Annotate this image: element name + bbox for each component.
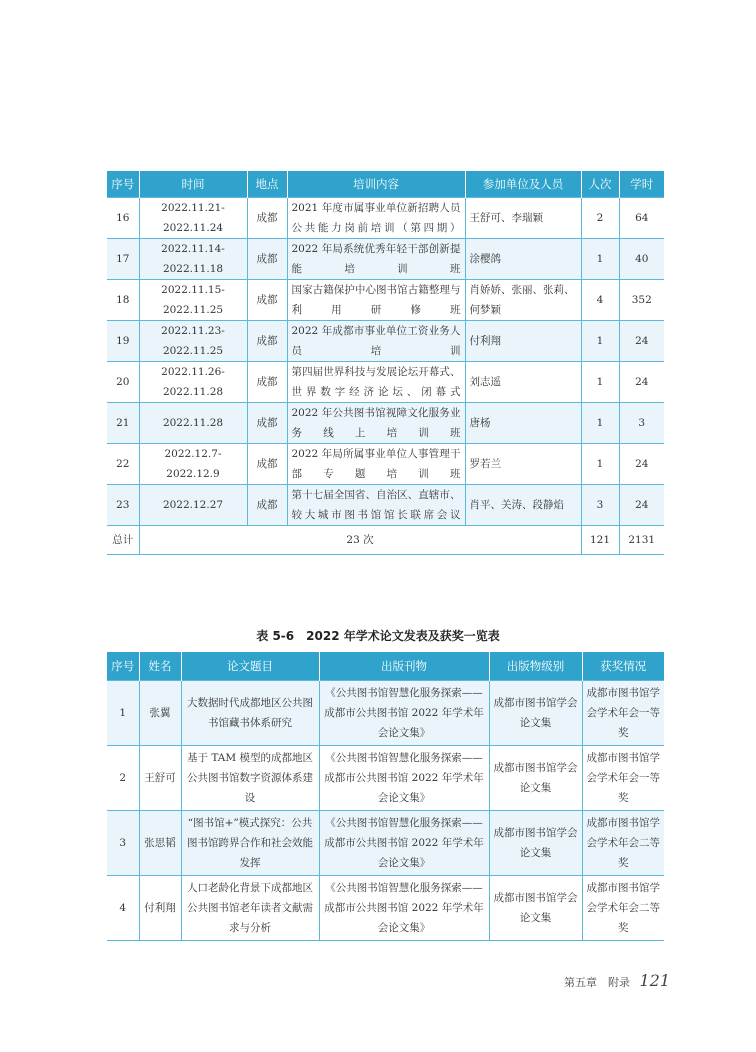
- header-cell: 论文题目: [181, 652, 319, 681]
- table-row: [107, 280, 664, 321]
- row-content: 2022 年局所属事业单位人事管理干部专题培训班: [287, 444, 465, 485]
- row-number: 23: [107, 485, 139, 526]
- row-level: 成都市图书馆学会论文集: [489, 876, 582, 941]
- row-count: 1: [581, 403, 619, 444]
- row-place: 成都: [247, 485, 287, 526]
- row-count: 1: [581, 444, 619, 485]
- table-row: [107, 403, 664, 444]
- row-time: 2022.11.14-2022.11.18: [139, 239, 247, 280]
- row-award: 成都市图书馆学会学术年会二等奖: [582, 811, 664, 876]
- total-hours: 2131: [619, 526, 664, 555]
- table-row: [107, 321, 664, 362]
- row-place: 成都: [247, 280, 287, 321]
- row-count: 1: [581, 239, 619, 280]
- header-cell: 序号: [107, 652, 139, 681]
- row-time: 2022.11.28: [139, 403, 247, 444]
- training-table-header: [107, 171, 664, 198]
- row-place: 成都: [247, 198, 287, 239]
- row-count: 4: [581, 280, 619, 321]
- row-hours: 24: [619, 485, 664, 526]
- row-place: 成都: [247, 239, 287, 280]
- row-count: 2: [581, 198, 619, 239]
- row-award: 成都市图书馆学会学术年会二等奖: [582, 876, 664, 941]
- row-publication: 《公共图书馆智慧化服务探索——成都市公共图书馆 2022 年学术年会论文集》: [319, 746, 489, 811]
- row-time: 2022.12.27: [139, 485, 247, 526]
- page-footer: [564, 971, 670, 990]
- row-number: 22: [107, 444, 139, 485]
- row-people: 罗若兰: [465, 444, 581, 485]
- header-cell: 地点: [247, 171, 287, 198]
- row-title: 基于 TAM 模型的成都地区公共图书馆数字资源体系建设: [181, 746, 319, 811]
- row-level: 成都市图书馆学会论文集: [489, 746, 582, 811]
- row-number: 1: [107, 681, 139, 746]
- row-content: 2022 年公共图书馆视障文化服务业务线上培训班: [287, 403, 465, 444]
- table-row: [107, 681, 664, 746]
- header-cell: 出版刊物: [319, 652, 489, 681]
- row-author: 张翼: [139, 681, 181, 746]
- row-title: “图书馆+”模式探究：公共图书馆跨界合作和社会效能发挥: [181, 811, 319, 876]
- row-hours: 3: [619, 403, 664, 444]
- row-publication: 《公共图书馆智慧化服务探索——成都市公共图书馆 2022 年学术年会论文集》: [319, 876, 489, 941]
- training-table: [107, 171, 664, 555]
- row-place: 成都: [247, 403, 287, 444]
- table-row: [107, 811, 664, 876]
- table-caption: 表 5-6 2022 年学术论文发表及获奖一览表: [256, 629, 500, 643]
- page-number: 121: [639, 971, 670, 990]
- table-row: [107, 198, 664, 239]
- table-row: [107, 746, 664, 811]
- row-hours: 40: [619, 239, 664, 280]
- row-count: 1: [581, 362, 619, 403]
- row-content: 2022 年成都市事业单位工资业务人员培训: [287, 321, 465, 362]
- header-cell: 获奖情况: [582, 652, 664, 681]
- row-time: 2022.11.21-2022.11.24: [139, 198, 247, 239]
- row-hours: 352: [619, 280, 664, 321]
- row-people: 唐杨: [465, 403, 581, 444]
- row-title: 大数据时代成都地区公共图书馆藏书体系研究: [181, 681, 319, 746]
- row-number: 18: [107, 280, 139, 321]
- row-place: 成都: [247, 321, 287, 362]
- row-number: 20: [107, 362, 139, 403]
- total-label: 总计: [107, 526, 139, 555]
- row-number: 16: [107, 198, 139, 239]
- header-cell: 时间: [139, 171, 247, 198]
- row-publication: 《公共图书馆智慧化服务探索——成都市公共图书馆 2022 年学术年会论文集》: [319, 811, 489, 876]
- table-row: [107, 485, 664, 526]
- row-people: 肖平、关涛、段静焰: [465, 485, 581, 526]
- row-award: 成都市图书馆学会学术年会一等奖: [582, 681, 664, 746]
- table-row: [107, 444, 664, 485]
- table-row: [107, 876, 664, 941]
- total-sessions: 23 次: [139, 526, 581, 555]
- row-time: 2022.11.15-2022.11.25: [139, 280, 247, 321]
- chapter-label: 第五章 附录: [563, 976, 630, 989]
- row-award: 成都市图书馆学会学术年会一等奖: [582, 746, 664, 811]
- row-hours: 24: [619, 321, 664, 362]
- row-number: 2: [107, 746, 139, 811]
- row-count: 3: [581, 485, 619, 526]
- row-hours: 64: [619, 198, 664, 239]
- header-cell: 学时: [619, 171, 664, 198]
- row-content: 2021 年度市属事业单位新招聘人员公共能力岗前培训（第四期）: [287, 198, 465, 239]
- row-number: 21: [107, 403, 139, 444]
- header-cell: 人次: [581, 171, 619, 198]
- row-time: 2022.11.23-2022.11.25: [139, 321, 247, 362]
- header-cell: 姓名: [139, 652, 181, 681]
- row-number: 3: [107, 811, 139, 876]
- row-time: 2022.11.26-2022.11.28: [139, 362, 247, 403]
- row-people: 涂樱鸽: [465, 239, 581, 280]
- total-count: 121: [581, 526, 619, 555]
- row-people: 王舒可、李瑞颖: [465, 198, 581, 239]
- header-cell: 培训内容: [287, 171, 465, 198]
- row-level: 成都市图书馆学会论文集: [489, 811, 582, 876]
- row-people: 刘志遥: [465, 362, 581, 403]
- row-content: 2022 年局系统优秀年轻干部创新提能培训班: [287, 239, 465, 280]
- row-content: 国家古籍保护中心图书馆古籍整理与利用研修班: [287, 280, 465, 321]
- row-level: 成都市图书馆学会论文集: [489, 681, 582, 746]
- row-people: 付利翔: [465, 321, 581, 362]
- row-author: 付利翔: [139, 876, 181, 941]
- row-content: 第十七届全国省、自治区、直辖市、较大城市图书馆馆长联席会议: [287, 485, 465, 526]
- total-row: [107, 526, 664, 555]
- row-people: 肖娇娇、张丽、张莉、何梦颖: [465, 280, 581, 321]
- table-row: [107, 362, 664, 403]
- row-number: 4: [107, 876, 139, 941]
- row-author: 王舒可: [139, 746, 181, 811]
- table-row: [107, 239, 664, 280]
- row-author: 张思韬: [139, 811, 181, 876]
- row-time: 2022.12.7-2022.12.9: [139, 444, 247, 485]
- paper-table-header: [107, 652, 664, 681]
- row-hours: 24: [619, 362, 664, 403]
- row-number: 17: [107, 239, 139, 280]
- row-hours: 24: [619, 444, 664, 485]
- header-cell: 参加单位及人员: [465, 171, 581, 198]
- row-title: 人口老龄化背景下成都地区公共图书馆老年读者文献需求与分析: [181, 876, 319, 941]
- row-publication: 《公共图书馆智慧化服务探索——成都市公共图书馆 2022 年学术年会论文集》: [319, 681, 489, 746]
- row-number: 19: [107, 321, 139, 362]
- row-count: 1: [581, 321, 619, 362]
- row-place: 成都: [247, 444, 287, 485]
- paper-table: [107, 652, 664, 941]
- header-cell: 序号: [107, 171, 139, 198]
- header-cell: 出版物级别: [489, 652, 582, 681]
- row-content: 第四届世界科技与发展论坛开幕式、世界数字经济论坛、闭幕式: [287, 362, 465, 403]
- row-place: 成都: [247, 362, 287, 403]
